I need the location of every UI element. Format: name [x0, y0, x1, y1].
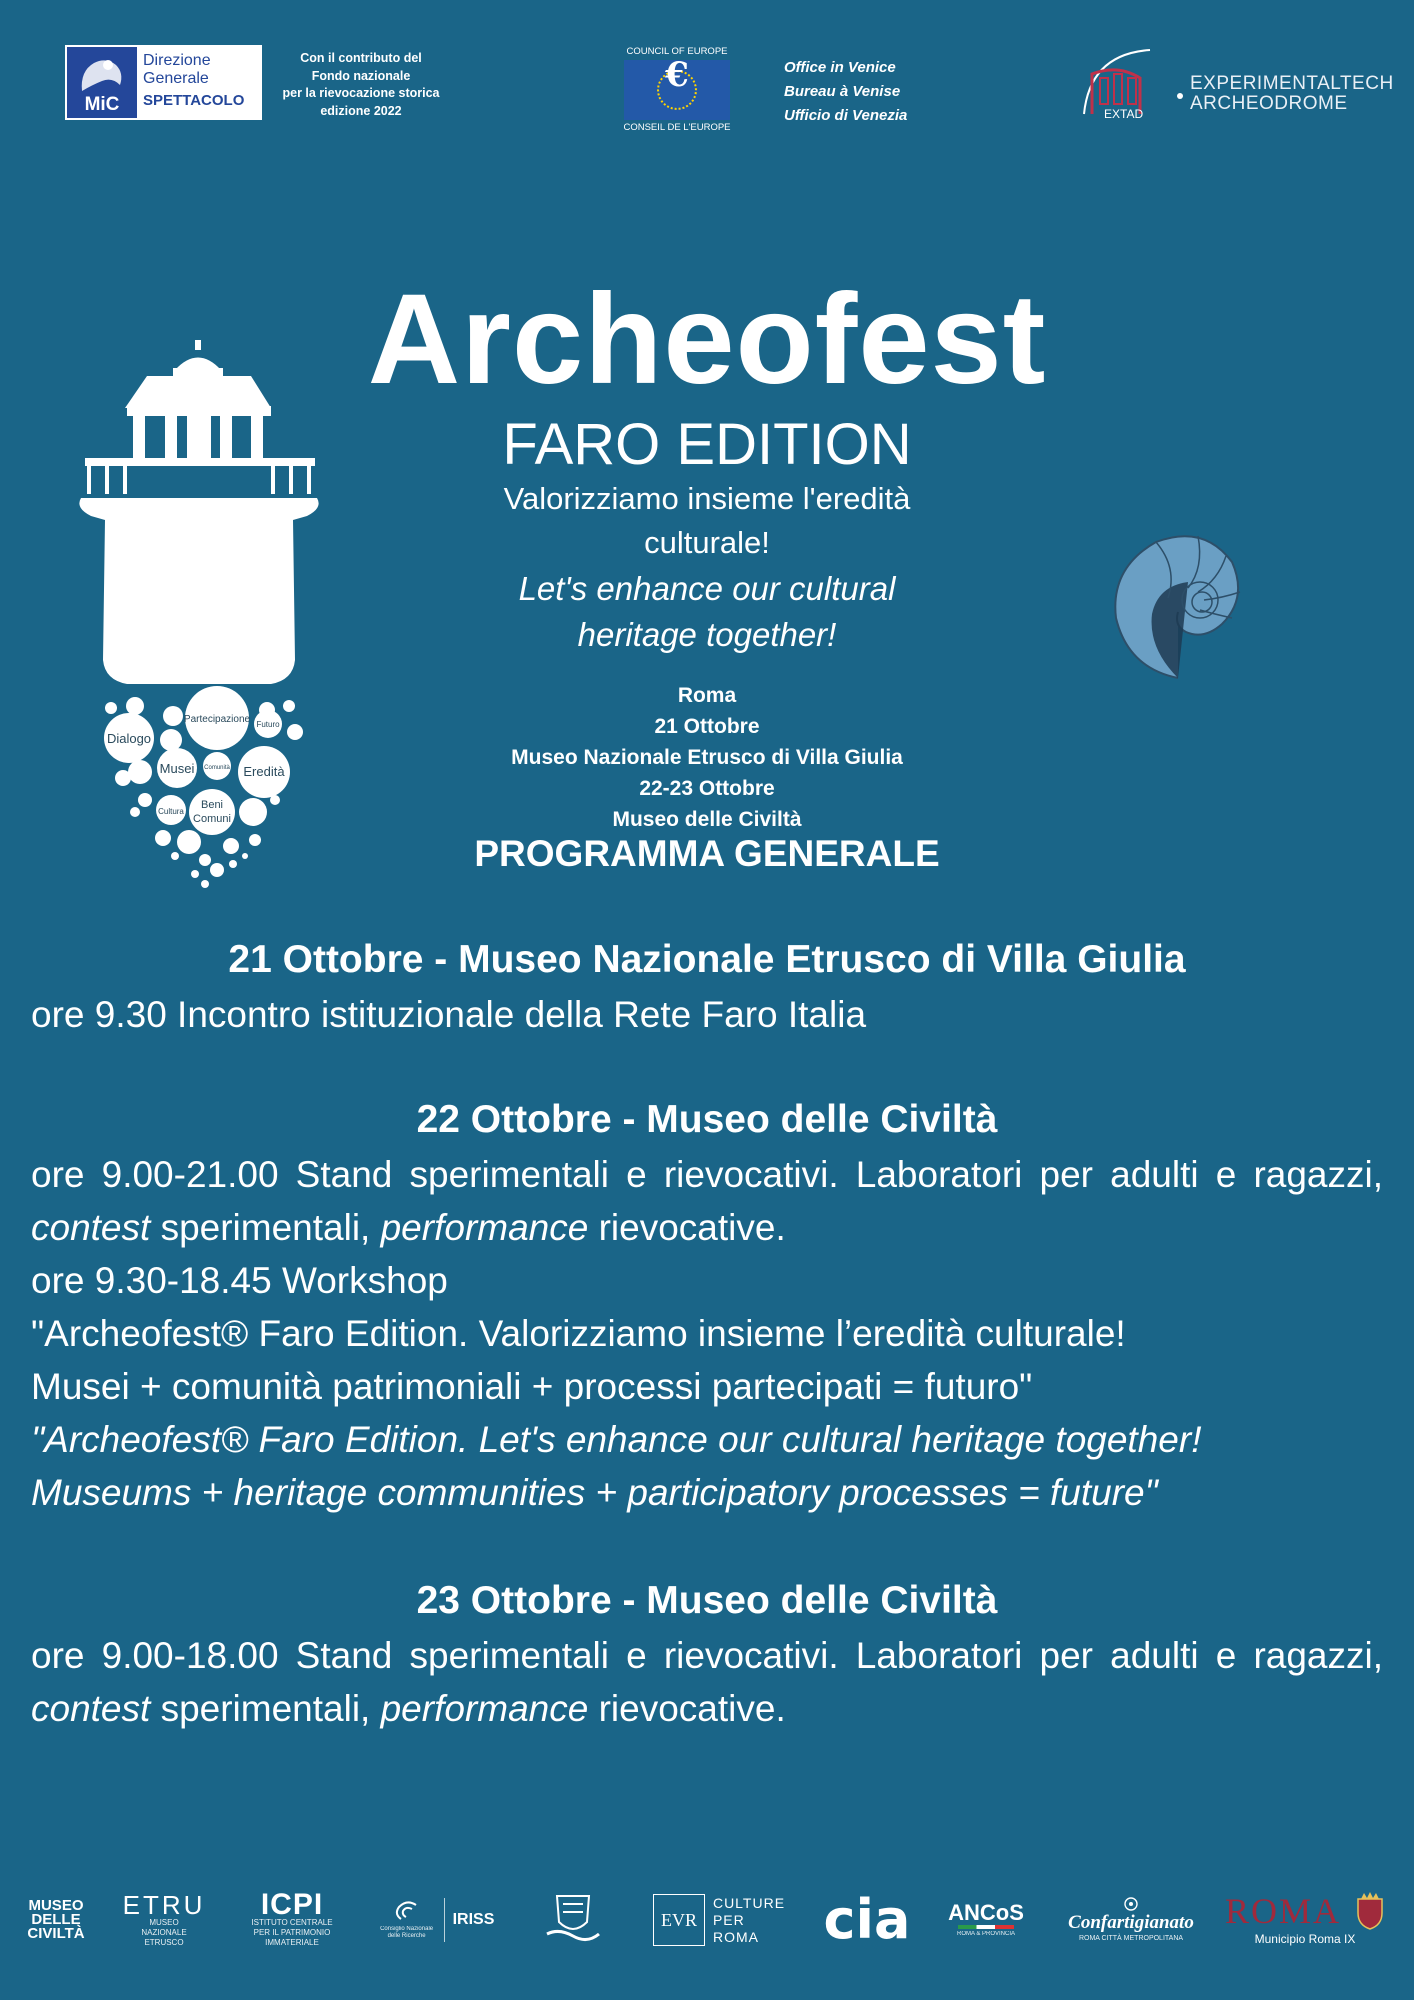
day3-stands-text: rievocative.	[588, 1688, 786, 1729]
bubble-cultura: Cultura	[158, 807, 184, 816]
day3-stands-text: sperimentali,	[150, 1688, 381, 1729]
museo-civilta-logo	[22, 1885, 90, 1955]
edition-title: FARO EDITION	[502, 412, 912, 477]
subtitle-en-line2: heritage together!	[577, 616, 837, 653]
day2-stands	[31, 1148, 1383, 1254]
etru-logo	[122, 1885, 206, 1955]
extad-logo	[1078, 44, 1394, 122]
etru-logo-text: ETRU	[122, 1890, 206, 1920]
council-of-europe-logo	[622, 46, 732, 134]
bubble-comuni: Comuni	[193, 813, 231, 825]
day2-performance-word: performance	[380, 1207, 589, 1248]
culture-logo-line: PER	[712, 1911, 745, 1928]
culture-per-roma-logo	[651, 1885, 787, 1955]
museo-logo-line: CIVILTÀ	[27, 1925, 85, 1942]
day2-stands-text: rievocative.	[588, 1207, 786, 1248]
day3-performance-word: performance	[380, 1688, 589, 1729]
roma-municipio-logo	[1216, 1874, 1394, 1964]
mic-line1: Direzione	[143, 52, 211, 69]
roma-logo-text: ROMA	[1224, 1891, 1342, 1931]
council-bottom-text: CONSEIL DE L'EUROPE	[623, 122, 731, 133]
day2-title: 22 Ottobre - Museo delle Civiltà	[416, 1098, 998, 1141]
bubble-musei: Musei	[159, 761, 195, 776]
event-date1: 21 Ottobre	[654, 715, 760, 738]
extad-mark-text: EXTAD	[1104, 107, 1144, 121]
icpi-logo-text: ICPI	[260, 1888, 324, 1921]
mic-logo	[65, 45, 262, 120]
mic-mark-icon	[67, 47, 137, 118]
museo-logo-line: DELLE	[31, 1911, 81, 1928]
bubble-eredita: Eredità	[243, 764, 285, 779]
culture-logo-line: ROMA	[712, 1928, 759, 1945]
subtitle-it-line1: Valorizziamo insieme l'eredità	[503, 481, 911, 516]
roma-shield-icon	[1355, 1891, 1385, 1931]
confart-logo-text: Confartigianato	[1068, 1912, 1194, 1933]
office-line: Office in Venice	[784, 59, 896, 76]
subtitle-en-line1: Let's enhance our cultural	[518, 570, 896, 607]
council-flag-icon: €	[624, 60, 730, 120]
office-line: Ufficio di Venezia	[784, 107, 908, 124]
event-date2: 22-23 Ottobre	[639, 777, 775, 800]
extad-mark-icon	[1078, 44, 1188, 122]
gruppo-storico-logo	[540, 1885, 606, 1955]
cnr-icon	[394, 1901, 420, 1921]
day1-title: 21 Ottobre - Museo Nazionale Etrusco di Villa Giulia	[228, 938, 1186, 981]
contribution-line: Fondo nazionale	[311, 68, 411, 83]
cia-logo-text: cia	[823, 1888, 911, 1951]
event-city: Roma	[677, 684, 737, 707]
day2-quote-en-line1: "Archeofest® Faro Edition. Let's enhance our cultural heritage together!	[31, 1419, 1202, 1460]
day3-contest-word: contest	[31, 1688, 151, 1729]
program-heading: PROGRAMMA GENERALE	[474, 833, 940, 874]
bubble-dialogo: Dialogo	[106, 731, 152, 746]
page-title: Archeofest	[367, 268, 1047, 411]
day2-stands-text: sperimentali,	[150, 1207, 381, 1248]
bubble-comunita: Comunità	[204, 765, 230, 771]
contribution-line: per la rievocazione storica	[282, 86, 440, 100]
evr-logo-text: EVR	[653, 1894, 705, 1946]
day2-quote-it-line1: "Archeofest® Faro Edition. Valorizziamo insieme l’eredità culturale!	[31, 1313, 1126, 1354]
confart-emblem-icon	[1123, 1896, 1139, 1912]
confart-logo-sub: ROMA CITTÀ METROPOLITANA	[1078, 1935, 1184, 1942]
bubble-partecipazione: Partecipazione	[183, 714, 251, 725]
contribution-line: Con il contributo del	[300, 51, 422, 65]
mic-line2: Generale	[143, 70, 209, 87]
confartigianato-logo	[1062, 1885, 1200, 1955]
museo-logo-line: MUSEO	[28, 1897, 84, 1914]
culture-logo-line: CULTURE	[712, 1894, 786, 1911]
etru-logo-sub: MUSEO NAZIONALE ETRUSCO	[141, 1918, 187, 1947]
cnr-logo-text: Consiglio Nazionale delle Ricerche	[380, 1925, 434, 1939]
mic-abbr: MiC	[84, 94, 120, 115]
day2-contest-word: contest	[31, 1207, 151, 1248]
day2-quote-it-line2: Musei + comunità patrimoniali + processi partecipati = futuro"	[31, 1366, 1033, 1407]
shield-crest-icon	[543, 1892, 603, 1948]
day3-stands	[31, 1629, 1383, 1735]
event-venue1: Museo Nazionale Etrusco di Villa Giulia	[511, 746, 903, 769]
day3-title: 23 Ottobre - Museo delle Civiltà	[416, 1579, 998, 1622]
ancos-logo-sub: ROMA & PROVINCIA	[956, 1931, 1015, 1937]
mic-line3: SPETTACOLO	[143, 92, 245, 109]
extad-line1: EXPERIMENTALTECH	[1190, 73, 1394, 94]
icpi-logo-sub: ISTITUTO CENTRALE PER IL PATRIMONIO IMMATERIALE	[251, 1918, 333, 1947]
extad-line2: ARCHEODROME	[1190, 93, 1348, 114]
cnr-iriss-logo	[372, 1885, 500, 1955]
ancos-logo	[948, 1885, 1024, 1955]
municipio-text: Municipio Roma IX	[1254, 1932, 1356, 1946]
contribution-line: edizione 2022	[320, 103, 402, 118]
day2-quote-en-line2: Museums + heritage communities + participatory processes = future"	[31, 1472, 1158, 1513]
office-venice	[784, 56, 907, 128]
bubble-futuro: Futuro	[256, 720, 280, 729]
day2-workshop: ore 9.30-18.45 Workshop	[31, 1260, 448, 1301]
ancos-logo-text: ANCoS	[948, 1900, 1024, 1925]
event-venue2: Museo delle Civiltà	[612, 808, 802, 831]
iriss-logo-text: IRISS	[452, 1911, 495, 1928]
day1-line: ore 9.30 Incontro istituzionale della Rete Faro Italia	[31, 994, 867, 1035]
bubble-beni: Beni	[200, 799, 224, 811]
office-line: Bureau à Venise	[784, 83, 901, 100]
icpi-logo	[250, 1885, 334, 1955]
contribution-note	[270, 50, 452, 120]
council-top-text: COUNCIL OF EUROPE	[626, 46, 728, 57]
day2-stands-text: ore 9.00-21.00 Stand sperimentali e rievocativi. Laboratori per adulti e ragazzi,	[31, 1154, 1383, 1195]
subtitle-it-line2: culturale!	[644, 525, 770, 560]
nautilus-shell-illustration	[1108, 528, 1244, 684]
day3-stands-text: ore 9.00-18.00 Stand sperimentali e rievocativi. Laboratori per adulti e ragazzi,	[31, 1635, 1383, 1676]
cia-logo	[812, 1885, 922, 1955]
